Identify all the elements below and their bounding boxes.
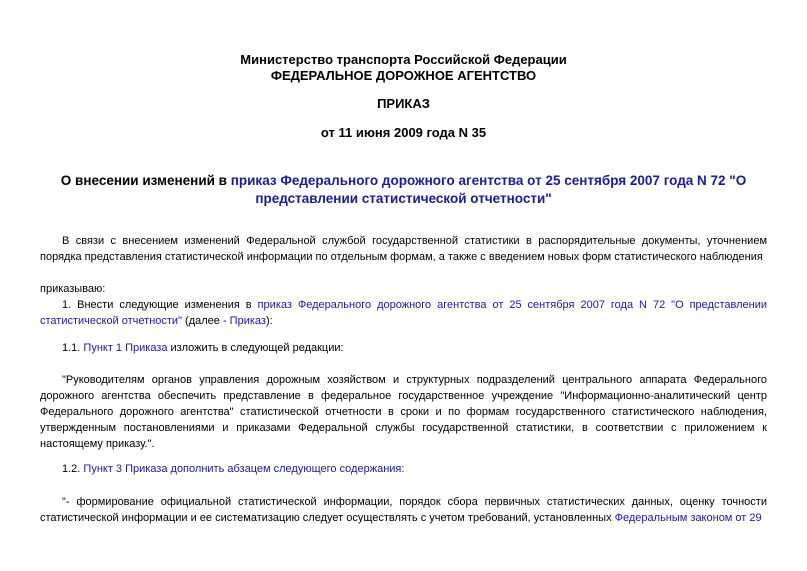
quote-2-text: "- формирование официальной статистической информации, порядок сбора первичных статистических данных, оценку точности статистической информации и ее систематизацию следует осуществлять с учетом требований, установленных (40, 496, 767, 524)
doc-date-number: от 11 июня 2009 года N 35 (320, 125, 487, 140)
item-1-2-number: 1.2. (62, 463, 84, 475)
doc-title (40, 172, 767, 208)
paragraph-preamble: В связи с внесением изменений Федеральной службой государственной статистики в распорядительные документы, уточнением порядка представления статистической информации по отдельным формам, а также с введением новых форм статистического наблюдения (40, 235, 767, 263)
doc-type: ПРИКАЗ (377, 96, 430, 111)
item-1-mid: (далее - (181, 315, 230, 327)
paragraph-item-1-2 (40, 461, 767, 477)
title-link[interactable]: приказ Федерального дорожного агентства от 25 сентября 2007 года N 72 "О представлении статистической отчетности" (230, 173, 747, 206)
order-link[interactable]: Приказ (229, 315, 266, 327)
clause-3-link[interactable]: Пункт 3 Приказа дополнить абзацем следующего содержания (83, 463, 402, 475)
item-1-1-number: 1.1. (62, 342, 84, 354)
federal-law-link[interactable]: Федеральным законом от 29 (614, 512, 762, 524)
paragraph-order: приказываю: (40, 283, 106, 295)
paragraph-item-1 (40, 297, 767, 329)
agency-name: ФЕДЕРАЛЬНОЕ ДОРОЖНОЕ АГЕНТСТВО (270, 68, 537, 83)
item-1-1-suffix: изложить в следующей редакции: (167, 342, 344, 354)
title-prefix: О внесении изменений в (60, 173, 231, 188)
item-1-suffix: ): (265, 315, 273, 327)
paragraph-quote-2 (40, 494, 767, 526)
paragraph-item-1-1 (40, 340, 767, 356)
ministry-name: Министерство транспорта Российской Федерации (240, 52, 567, 67)
item-1-2-suffix: : (401, 463, 405, 475)
item-1-prefix: 1. Внести следующие изменения в (62, 299, 258, 311)
order-72-link[interactable]: приказ Федерального дорожного агентства от 25 сентября 2007 года N 72 "О представлении статистической отчетности" (40, 299, 767, 327)
paragraph-quote-1: "Руководителям органов управления дорожным хозяйством и структурных подразделений центрального аппарата Федерального дорожного агентства обеспечить представление в федеральное государственное учреждение "Информационно-аналитический центр Федерального дорожного агентства" статистической отчетности в сроки и по формам государственного статистического наблюдения, утвержденным постановлениями и приказами Федеральной службы государственной статистики, в соответствии с приложением к настоящему приказу.". (40, 374, 767, 450)
clause-1-link[interactable]: Пункт 1 Приказа (83, 342, 168, 354)
